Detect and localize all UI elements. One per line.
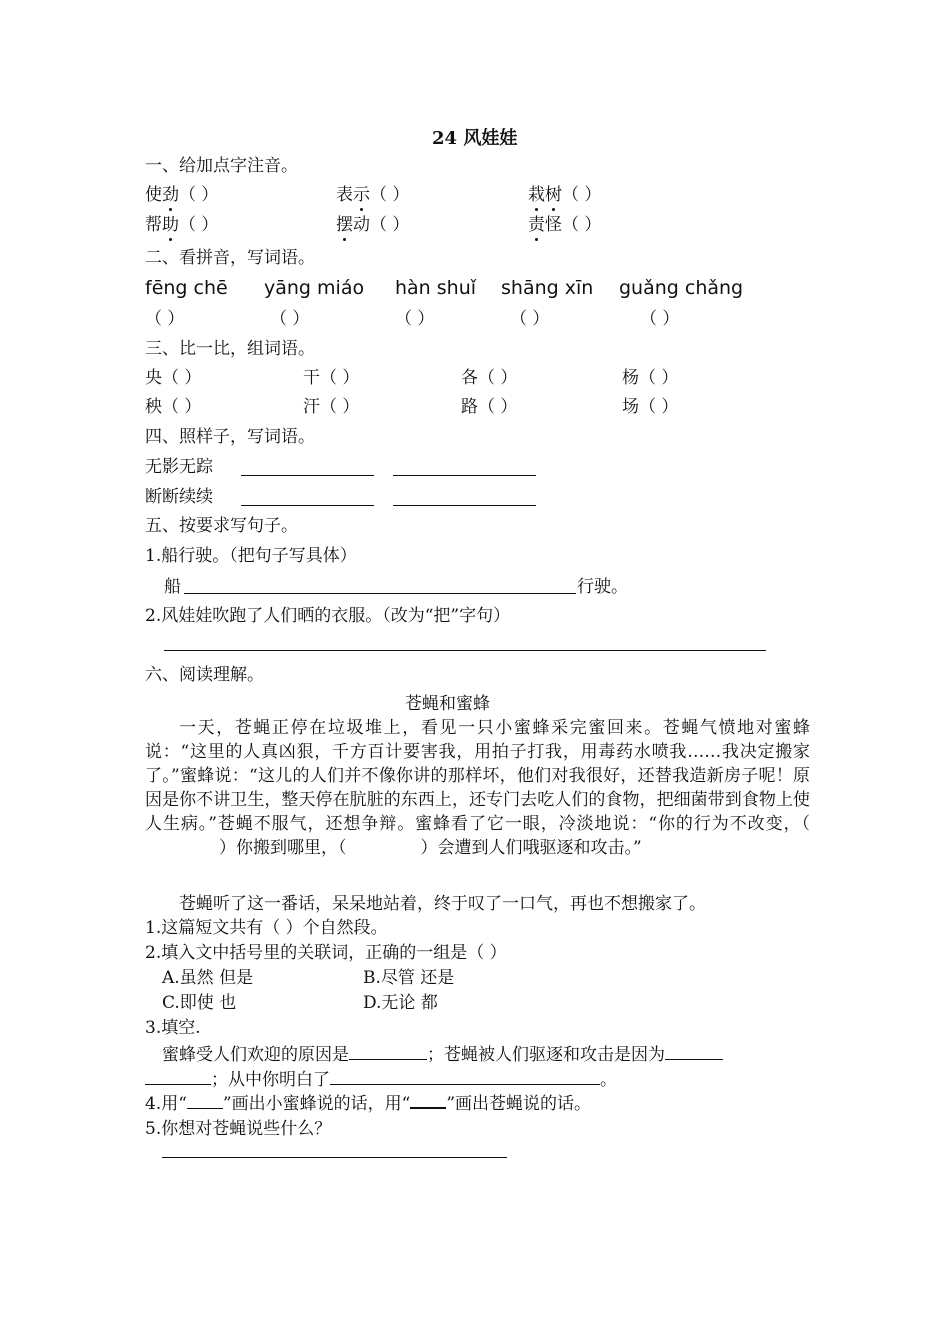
section-1-heading: 一、给加点字注音。 <box>145 156 298 176</box>
passage-paragraph-2: 苍蝇听了这一番话，呆呆地站着，终于叹了一口气，再也不想搬家了。 <box>179 894 706 914</box>
option-c[interactable]: C.即使 也 <box>162 993 237 1013</box>
s6-q3-text-a: 蜜蜂受人们欢迎的原因是 <box>162 1045 349 1065</box>
option-d[interactable]: D.无论 都 <box>363 993 438 1013</box>
page-title: 24 风娃娃 <box>432 128 518 149</box>
s1-item-5-char: 动 <box>353 215 370 235</box>
passage-title: 苍蝇和蜜蜂 <box>405 694 490 714</box>
thick-underline-sample <box>410 1095 446 1109</box>
section-2-heading: 二、看拼音，写词语。 <box>145 248 315 268</box>
option-b[interactable]: B.尽管 还是 <box>363 968 455 988</box>
answer-line[interactable] <box>162 1157 507 1158</box>
passage-paragraph-1 <box>145 716 810 860</box>
s1-item-5 <box>336 215 409 235</box>
pinyin-answer-5[interactable]: （ ） <box>640 309 680 329</box>
s1-item-1-dotted-char: 劲 <box>162 185 179 205</box>
section-5-heading: 五、按要求写句子。 <box>145 516 298 536</box>
answer-line[interactable] <box>184 593 576 594</box>
pinyin-2: yāng miáo <box>264 277 365 299</box>
answer-blank[interactable] <box>665 1043 723 1060</box>
s6-question-5: 5.你想对苍蝇说些什么？ <box>145 1119 332 1139</box>
s1-item-1 <box>145 185 218 205</box>
pinyin-3: hàn shuǐ <box>395 277 477 299</box>
answer-line[interactable] <box>393 505 536 506</box>
answer-line[interactable] <box>393 475 536 476</box>
s1-item-5-dotted-char: 摆 <box>336 215 353 235</box>
s1-item-2 <box>336 185 409 205</box>
s6-q4-text-c: ”画出苍蝇说的话。 <box>446 1094 592 1114</box>
compare-item-1[interactable]: 央（ ） <box>145 368 202 388</box>
s6-q3-text-b: ；苍蝇被人们驱逐和攻击是因为 <box>427 1045 665 1065</box>
compare-item-6[interactable]: 汗（ ） <box>303 397 360 417</box>
compare-item-8[interactable]: 场（ ） <box>622 397 679 417</box>
pinyin-5: guǎng chǎng <box>619 277 744 299</box>
straight-underline-sample <box>187 1096 223 1109</box>
pinyin-4: shāng xīn <box>501 277 594 299</box>
s6-q4-text-b: ”画出小蜜蜂说的话，用“ <box>222 1094 411 1114</box>
s5-q1-end: 行驶。 <box>577 577 628 597</box>
s1-item-6-paren[interactable]: （ ） <box>562 215 602 235</box>
answer-line[interactable] <box>241 505 374 506</box>
pinyin-answer-2[interactable]: （ ） <box>270 309 310 329</box>
pinyin-answer-4[interactable]: （ ） <box>510 309 550 329</box>
passage-text: 一天，苍蝇正停在垃圾堆上，看见一只小蜜蜂采完蜜回来。苍蝇气愤地对蜜蜂说：“这里的人真凶狠，千方百计要害我，用拍子打我，用毒药水喷我……我决定搬家了。”蜜蜂说：“这儿的人们并不像你讲的那样坏，他们对我很好，还替我造新房子呢！原因是你不讲卫生，整天停在肮脏的东西上，还专门去吃人们的食物，把细菌带到食物上使人生病。”苍蝇不服气，还想争辩。蜜蜂看了它一眼，冷淡地说：“你的行为不改变，（ <box>145 718 810 834</box>
s1-item-2-dotted-char: 示 <box>353 185 370 205</box>
s6-q3-line-1 <box>162 1043 723 1065</box>
passage-text: ）会遭到人们哦驱逐和攻击。” <box>420 838 642 858</box>
s1-item-1-char: 使 <box>145 185 162 205</box>
s1-item-4 <box>145 215 218 235</box>
s6-q4-text-a: 4.用“ <box>145 1094 187 1114</box>
compare-item-5[interactable]: 秧（ ） <box>145 397 202 417</box>
s1-item-3-dotted-char-2: 树 <box>545 185 562 205</box>
s1-item-6 <box>528 215 601 235</box>
s1-item-1-paren[interactable]: （ ） <box>179 185 219 205</box>
section-3-heading: 三、比一比，组词语。 <box>145 339 315 359</box>
option-a[interactable]: A.虽然 但是 <box>162 968 254 988</box>
s6-q3-text-c: ；从中你明白了 <box>211 1070 330 1090</box>
pinyin-answer-3[interactable]: （ ） <box>395 309 435 329</box>
s1-item-2-paren[interactable]: （ ） <box>370 185 410 205</box>
answer-line[interactable] <box>164 650 766 651</box>
s1-item-4-paren[interactable]: （ ） <box>179 215 219 235</box>
answer-blank[interactable] <box>349 1043 427 1060</box>
answer-blank[interactable] <box>330 1068 600 1085</box>
s6-q3-line-2 <box>145 1068 617 1090</box>
s1-item-2-char: 表 <box>336 185 353 205</box>
example-word-2: 断断续续 <box>145 487 213 507</box>
s1-item-3-paren[interactable]: （ ） <box>562 185 602 205</box>
pinyin-1: fēng chē <box>145 277 228 299</box>
s1-item-5-paren[interactable]: （ ） <box>370 215 410 235</box>
compare-item-2[interactable]: 干（ ） <box>303 368 360 388</box>
s1-item-6-dotted-char: 责 <box>528 215 545 235</box>
section-6-heading: 六、阅读理解。 <box>145 665 264 685</box>
s5-q1-start: 船 <box>164 577 181 597</box>
s6-q3-text-d: 。 <box>600 1070 617 1090</box>
pinyin-answer-1[interactable]: （ ） <box>145 309 185 329</box>
s6-question-2: 2.填入文中括号里的关联词，正确的一组是（ ） <box>145 943 507 963</box>
compare-item-7[interactable]: 路（ ） <box>461 397 518 417</box>
s6-question-1: 1.这篇短文共有（ ）个自然段。 <box>145 918 388 938</box>
s1-item-3-dotted-char: 栽 <box>528 185 545 205</box>
compare-item-3[interactable]: 各（ ） <box>461 368 518 388</box>
s1-item-3 <box>528 185 601 205</box>
s5-question-2: 2.风娃娃吹跑了人们晒的衣服。（改为“把”字句） <box>145 606 511 626</box>
passage-text: ）你搬到哪里，（ <box>219 838 347 858</box>
answer-blank[interactable] <box>145 1068 211 1085</box>
s1-item-4-dotted-char: 助 <box>162 215 179 235</box>
s6-question-3: 3.填空. <box>145 1018 201 1038</box>
s5-question-1: 1.船行驶。（把句子写具体） <box>145 546 357 566</box>
answer-line[interactable] <box>241 475 374 476</box>
compare-item-4[interactable]: 杨（ ） <box>622 368 679 388</box>
example-word-1: 无影无踪 <box>145 457 213 477</box>
s1-item-4-char: 帮 <box>145 215 162 235</box>
s1-item-6-char: 怪 <box>545 215 562 235</box>
s6-question-4 <box>145 1094 591 1114</box>
section-4-heading: 四、照样子，写词语。 <box>145 427 315 447</box>
